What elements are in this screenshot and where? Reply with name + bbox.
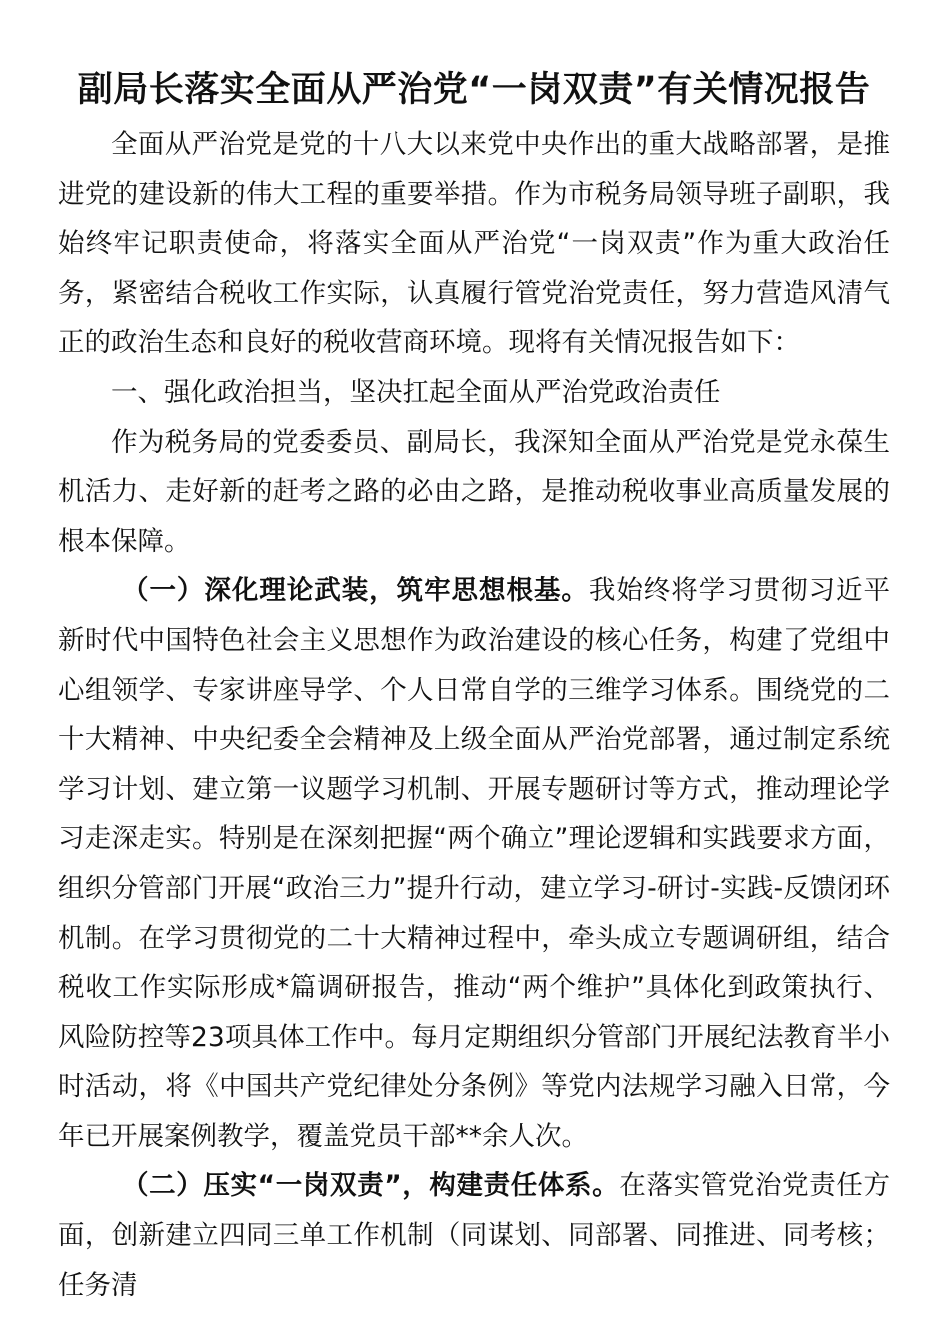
subsection-2-paragraph [58, 1161, 890, 1310]
subsection-1-text: 我始终将学习贯彻习近平新时代中国特色社会主义思想作为政治建设的核心任务，构建了党组中心组领学、专家讲座导学、个人日常自学的三维学习体系。围绕党的二十大精神、中央纪委全会精神及上级全面从严治党部署，通过制定系统学习计划、建立第一议题学习机制、开展专题研讨等方式，推动理论学习走深走实。特别是在深刻把握“两个确立”理论逻辑和实践要求方面，组织分管部门开展“政治三力”提升行动，建立学习-研讨-实践-反馈闭环机制。在学习贯彻党的二十大精神过程中，牵头成立专题调研组，结合税收工作实际形成*篇调研报告，推动“两个维护”具体化到政策执行、风险防控等23项具体工作中。每月定期组织分管部门开展纪法教育半小时活动，将《中国共产党纪律处分条例》等党内法规学习融入日常，今年已开展案例教学，覆盖党员干部**余人次。 [58, 575, 891, 1152]
subsection-2-text: 在落实管党治党责任方面，创新建立四同三单工作机制（同谋划、同部署、同推进、同考核；任务清 [58, 1170, 891, 1301]
section-1-heading: 一、强化政治担当，坚决扛起全面从严治党政治责任 [111, 376, 721, 408]
subsection-2-heading: （二）压实“一岗双责”，构建责任体系。 [122, 1170, 620, 1202]
intro-paragraph: 全面从严治党是党的十八大以来党中央作出的重大战略部署，是推进党的建设新的伟大工程的重要举措。作为市税务局领导班子副职，我始终牢记职责使命，将落实全面从严治党“一岗双责”作为重大政治任务，紧密结合税收工作实际，认真履行管党治党责任，努力营造风清气正的政治生态和良好的税收营商环境。现将有关情况报告如下： [58, 129, 890, 359]
subsection-1-paragraph [58, 566, 890, 1161]
document-title: 副局长落实全面从严治党“一岗双责”有关情况报告 [77, 70, 871, 110]
section-1-paragraph: 作为税务局的党委委员、副局长，我深知全面从严治党是党永葆生机活力、走好新的赶考之路的必由之路，是推动税收事业高质量发展的根本保障。 [58, 426, 890, 557]
subsection-1-heading: （一）深化理论武装，筑牢思想根基。 [122, 575, 589, 607]
